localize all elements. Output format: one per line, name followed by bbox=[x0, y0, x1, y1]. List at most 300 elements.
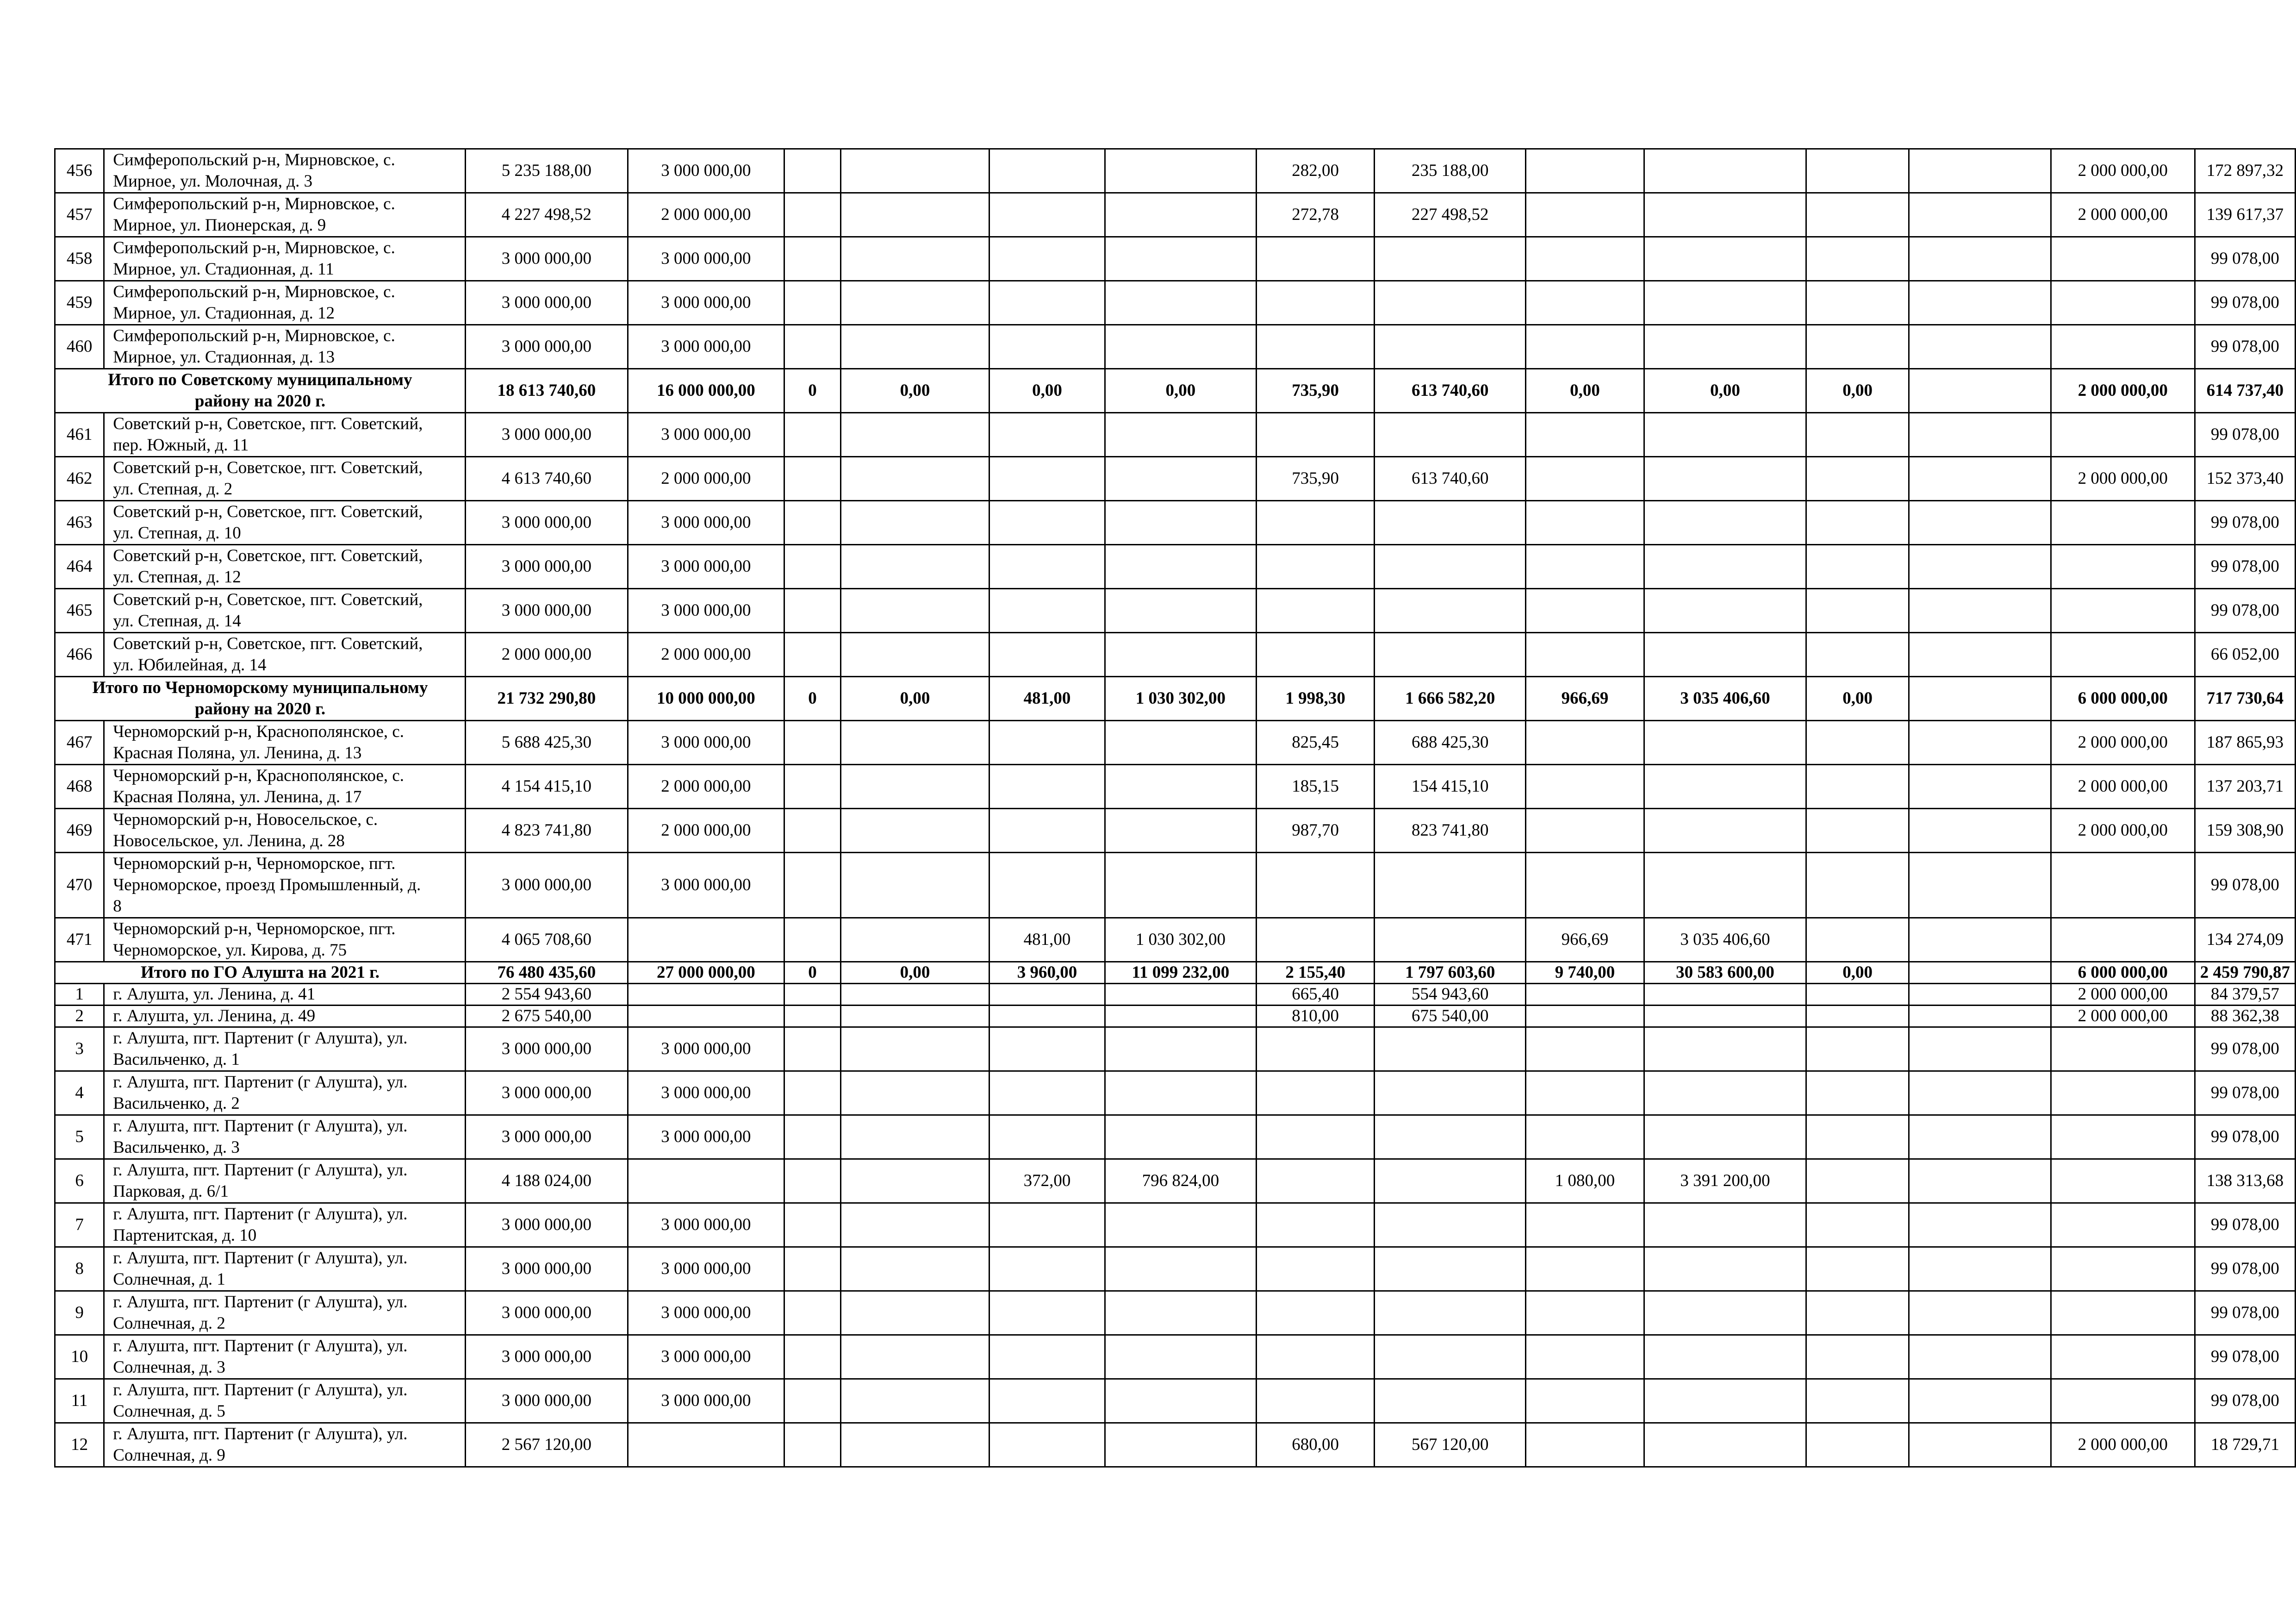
value-cell-col-8 bbox=[1375, 325, 1526, 369]
value-cell-col-8: 688 425,30 bbox=[1375, 721, 1526, 765]
address-line: Советский р-н, Советское, пгт. Советский, bbox=[113, 414, 423, 433]
row-number: 458 bbox=[55, 237, 104, 281]
value-cell-col-13: 84 379,57 bbox=[2195, 984, 2295, 1006]
value-cell-col-8: 567 120,00 bbox=[1375, 1423, 1526, 1467]
address-line: Симферопольский р-н, Мирновское, с. bbox=[113, 326, 395, 345]
subtotal-label-line: Итого по Советскому муниципальному bbox=[108, 370, 412, 389]
address-line: Солнечная, д. 3 bbox=[113, 1358, 225, 1377]
value-cell-col-9 bbox=[1526, 237, 1644, 281]
value-cell-col-10 bbox=[1644, 1247, 1806, 1291]
value-cell-col-4 bbox=[840, 237, 989, 281]
value-cell-col-5 bbox=[989, 457, 1105, 501]
value-cell-col-4 bbox=[840, 1203, 989, 1247]
address-line: г. Алушта, пгт. Партенит (г Алушта), ул. bbox=[113, 1380, 408, 1399]
value-cell-col-4 bbox=[840, 1335, 989, 1379]
value-cell-col-6 bbox=[1105, 853, 1256, 918]
value-cell-col-5 bbox=[989, 325, 1105, 369]
value-cell-col-7 bbox=[1256, 633, 1374, 677]
address-line: г. Алушта, ул. Ленина, д. 49 bbox=[113, 1006, 316, 1025]
blank-cell bbox=[1909, 545, 2051, 589]
value-cell-col-12: 2 000 000,00 bbox=[2051, 149, 2195, 193]
value-cell-col-12 bbox=[2051, 281, 2195, 325]
value-cell-col-11 bbox=[1806, 281, 1909, 325]
value-cell-col-3 bbox=[784, 545, 841, 589]
value-cell-col-5 bbox=[989, 237, 1105, 281]
subtotal-label bbox=[55, 962, 466, 984]
value-cell-col-3 bbox=[784, 809, 841, 853]
address-cell bbox=[104, 457, 466, 501]
value-cell-col-5 bbox=[989, 545, 1105, 589]
value-cell-col-11 bbox=[1806, 918, 1909, 962]
value-cell-col-8 bbox=[1375, 1379, 1526, 1423]
value-cell-col-4 bbox=[840, 501, 989, 545]
value-cell-col-1: 3 000 000,00 bbox=[466, 545, 628, 589]
value-cell-col-13: 99 078,00 bbox=[2195, 237, 2295, 281]
value-cell-col-13: 99 078,00 bbox=[2195, 853, 2295, 918]
value-cell-col-2: 3 000 000,00 bbox=[628, 501, 784, 545]
value-cell-col-4 bbox=[840, 413, 989, 457]
value-cell-col-2: 2 000 000,00 bbox=[628, 193, 784, 237]
value-cell-col-1: 4 227 498,52 bbox=[466, 193, 628, 237]
value-cell-col-8 bbox=[1375, 1115, 1526, 1159]
address-cell bbox=[104, 1071, 466, 1115]
value-cell-col-6 bbox=[1105, 281, 1256, 325]
row-number: 6 bbox=[55, 1159, 104, 1203]
value-cell-col-10 bbox=[1644, 1115, 1806, 1159]
value-cell-col-8: 675 540,00 bbox=[1375, 1006, 1526, 1027]
value-cell-col-1: 3 000 000,00 bbox=[466, 1291, 628, 1335]
value-cell-col-4 bbox=[840, 149, 989, 193]
value-cell-col-13: 137 203,71 bbox=[2195, 765, 2295, 809]
blank-cell bbox=[1909, 962, 2051, 984]
value-cell-col-5 bbox=[989, 809, 1105, 853]
address-cell bbox=[104, 1379, 466, 1423]
value-cell-col-6: 1 030 302,00 bbox=[1105, 677, 1256, 721]
value-cell-col-5 bbox=[989, 501, 1105, 545]
value-cell-col-13: 99 078,00 bbox=[2195, 1203, 2295, 1247]
value-cell-col-5: 3 960,00 bbox=[989, 962, 1105, 984]
table-row bbox=[55, 457, 2296, 501]
value-cell-col-4 bbox=[840, 1159, 989, 1203]
value-cell-col-3 bbox=[784, 237, 841, 281]
value-cell-col-11 bbox=[1806, 1291, 1909, 1335]
value-cell-col-4 bbox=[840, 1115, 989, 1159]
table-row bbox=[55, 1335, 2296, 1379]
value-cell-col-10 bbox=[1644, 1423, 1806, 1467]
value-cell-col-8 bbox=[1375, 1291, 1526, 1335]
blank-cell bbox=[1909, 633, 2051, 677]
value-cell-col-6 bbox=[1105, 1071, 1256, 1115]
value-cell-col-4 bbox=[840, 984, 989, 1006]
value-cell-col-1: 4 188 024,00 bbox=[466, 1159, 628, 1203]
value-cell-col-2: 3 000 000,00 bbox=[628, 149, 784, 193]
table-row bbox=[55, 149, 2296, 193]
blank-cell bbox=[1909, 1203, 2051, 1247]
value-cell-col-2: 16 000 000,00 bbox=[628, 369, 784, 413]
value-cell-col-9 bbox=[1526, 1335, 1644, 1379]
value-cell-col-11: 0,00 bbox=[1806, 962, 1909, 984]
blank-cell bbox=[1909, 325, 2051, 369]
value-cell-col-9: 966,69 bbox=[1526, 677, 1644, 721]
value-cell-col-13: 99 078,00 bbox=[2195, 589, 2295, 633]
value-cell-col-12 bbox=[2051, 237, 2195, 281]
blank-cell bbox=[1909, 1423, 2051, 1467]
address-cell bbox=[104, 1027, 466, 1071]
address-cell bbox=[104, 1115, 466, 1159]
value-cell-col-13: 139 617,37 bbox=[2195, 193, 2295, 237]
value-cell-col-9 bbox=[1526, 457, 1644, 501]
value-cell-col-5 bbox=[989, 721, 1105, 765]
value-cell-col-11 bbox=[1806, 1006, 1909, 1027]
value-cell-col-5 bbox=[989, 633, 1105, 677]
value-cell-col-9 bbox=[1526, 325, 1644, 369]
value-cell-col-9 bbox=[1526, 633, 1644, 677]
value-cell-col-5 bbox=[989, 1335, 1105, 1379]
value-cell-col-13: 614 737,40 bbox=[2195, 369, 2295, 413]
value-cell-col-3 bbox=[784, 1027, 841, 1071]
address-line: Красная Поляна, ул. Ленина, д. 17 bbox=[113, 787, 362, 806]
blank-cell bbox=[1909, 1335, 2051, 1379]
value-cell-col-11 bbox=[1806, 1115, 1909, 1159]
table-row bbox=[55, 1006, 2296, 1027]
value-cell-col-10: 30 583 600,00 bbox=[1644, 962, 1806, 984]
value-cell-col-4 bbox=[840, 809, 989, 853]
value-cell-col-10 bbox=[1644, 721, 1806, 765]
value-cell-col-6: 796 824,00 bbox=[1105, 1159, 1256, 1203]
address-line: г. Алушта, пгт. Партенит (г Алушта), ул. bbox=[113, 1337, 408, 1355]
value-cell-col-11 bbox=[1806, 193, 1909, 237]
value-cell-col-10: 3 035 406,60 bbox=[1644, 918, 1806, 962]
value-cell-col-7 bbox=[1256, 1159, 1374, 1203]
value-cell-col-7: 825,45 bbox=[1256, 721, 1374, 765]
value-cell-col-4 bbox=[840, 1291, 989, 1335]
value-cell-col-1: 3 000 000,00 bbox=[466, 1027, 628, 1071]
value-cell-col-11 bbox=[1806, 633, 1909, 677]
address-line: г. Алушта, пгт. Партенит (г Алушта), ул. bbox=[113, 1117, 408, 1136]
value-cell-col-3 bbox=[784, 633, 841, 677]
value-cell-col-7 bbox=[1256, 1115, 1374, 1159]
address-line: Советский р-н, Советское, пгт. Советский, bbox=[113, 502, 423, 521]
value-cell-col-6 bbox=[1105, 1247, 1256, 1291]
value-cell-col-5 bbox=[989, 1291, 1105, 1335]
value-cell-col-8: 235 188,00 bbox=[1375, 149, 1526, 193]
value-cell-col-3 bbox=[784, 1203, 841, 1247]
address-line: ул. Степная, д. 14 bbox=[113, 612, 241, 631]
value-cell-col-8 bbox=[1375, 589, 1526, 633]
value-cell-col-8 bbox=[1375, 501, 1526, 545]
value-cell-col-5 bbox=[989, 1027, 1105, 1071]
value-cell-col-4 bbox=[840, 918, 989, 962]
value-cell-col-10 bbox=[1644, 325, 1806, 369]
address-line: г. Алушта, пгт. Партенит (г Алушта), ул. bbox=[113, 1073, 408, 1092]
value-cell-col-8 bbox=[1375, 1203, 1526, 1247]
address-line: пер. Южный, д. 11 bbox=[113, 436, 249, 455]
value-cell-col-9 bbox=[1526, 1203, 1644, 1247]
value-cell-col-13: 99 078,00 bbox=[2195, 1027, 2295, 1071]
blank-cell bbox=[1909, 677, 2051, 721]
address-cell bbox=[104, 633, 466, 677]
value-cell-col-6 bbox=[1105, 765, 1256, 809]
value-cell-col-3 bbox=[784, 1335, 841, 1379]
value-cell-col-9: 1 080,00 bbox=[1526, 1159, 1644, 1203]
value-cell-col-9 bbox=[1526, 1291, 1644, 1335]
value-cell-col-12: 2 000 000,00 bbox=[2051, 1423, 2195, 1467]
value-cell-col-2: 3 000 000,00 bbox=[628, 281, 784, 325]
value-cell-col-8 bbox=[1375, 413, 1526, 457]
value-cell-col-8: 823 741,80 bbox=[1375, 809, 1526, 853]
value-cell-col-10: 0,00 bbox=[1644, 369, 1806, 413]
address-cell bbox=[104, 853, 466, 918]
address-line: Черноморский р-н, Черноморское, пгт. bbox=[113, 919, 396, 938]
value-cell-col-8 bbox=[1375, 1247, 1526, 1291]
value-cell-col-1: 76 480 435,60 bbox=[466, 962, 628, 984]
address-line: Симферопольский р-н, Мирновское, с. bbox=[113, 150, 395, 169]
value-cell-col-11 bbox=[1806, 149, 1909, 193]
address-line: Солнечная, д. 9 bbox=[113, 1446, 225, 1465]
value-cell-col-7 bbox=[1256, 1203, 1374, 1247]
value-cell-col-1: 3 000 000,00 bbox=[466, 281, 628, 325]
value-cell-col-10 bbox=[1644, 1379, 1806, 1423]
table-row bbox=[55, 589, 2296, 633]
address-line: г. Алушта, пгт. Партенит (г Алушта), ул. bbox=[113, 1205, 408, 1224]
blank-cell bbox=[1909, 809, 2051, 853]
address-line: Симферопольский р-н, Мирновское, с. bbox=[113, 238, 395, 257]
address-line: Солнечная, д. 2 bbox=[113, 1314, 225, 1333]
value-cell-col-13: 159 308,90 bbox=[2195, 809, 2295, 853]
address-cell bbox=[104, 1335, 466, 1379]
value-cell-col-10 bbox=[1644, 1027, 1806, 1071]
value-cell-col-3 bbox=[784, 1115, 841, 1159]
value-cell-col-5: 372,00 bbox=[989, 1159, 1105, 1203]
value-cell-col-10 bbox=[1644, 1203, 1806, 1247]
blank-cell bbox=[1909, 1159, 2051, 1203]
value-cell-col-2: 3 000 000,00 bbox=[628, 853, 784, 918]
value-cell-col-7: 2 155,40 bbox=[1256, 962, 1374, 984]
value-cell-col-2: 3 000 000,00 bbox=[628, 1247, 784, 1291]
value-cell-col-10 bbox=[1644, 193, 1806, 237]
value-cell-col-8 bbox=[1375, 1159, 1526, 1203]
table-row bbox=[55, 918, 2296, 962]
row-number: 3 bbox=[55, 1027, 104, 1071]
value-cell-col-2: 27 000 000,00 bbox=[628, 962, 784, 984]
address-cell bbox=[104, 545, 466, 589]
value-cell-col-1: 3 000 000,00 bbox=[466, 853, 628, 918]
address-cell bbox=[104, 237, 466, 281]
value-cell-col-1: 3 000 000,00 bbox=[466, 589, 628, 633]
table-row bbox=[55, 721, 2296, 765]
value-cell-col-7: 1 998,30 bbox=[1256, 677, 1374, 721]
value-cell-col-3 bbox=[784, 1159, 841, 1203]
address-cell bbox=[104, 1159, 466, 1203]
subtotal-row bbox=[55, 369, 2296, 413]
row-number: 465 bbox=[55, 589, 104, 633]
value-cell-col-1: 2 675 540,00 bbox=[466, 1006, 628, 1027]
blank-cell bbox=[1909, 721, 2051, 765]
address-line: Черноморский р-н, Краснополянское, с. bbox=[113, 766, 404, 785]
address-cell bbox=[104, 413, 466, 457]
value-cell-col-2: 3 000 000,00 bbox=[628, 325, 784, 369]
value-cell-col-4 bbox=[840, 1423, 989, 1467]
value-cell-col-6 bbox=[1105, 325, 1256, 369]
value-cell-col-2: 3 000 000,00 bbox=[628, 1203, 784, 1247]
value-cell-col-11 bbox=[1806, 1335, 1909, 1379]
address-cell bbox=[104, 325, 466, 369]
value-cell-col-1: 3 000 000,00 bbox=[466, 1071, 628, 1115]
value-cell-col-13: 138 313,68 bbox=[2195, 1159, 2295, 1203]
value-cell-col-13: 66 052,00 bbox=[2195, 633, 2295, 677]
value-cell-col-13: 99 078,00 bbox=[2195, 413, 2295, 457]
value-cell-col-4: 0,00 bbox=[840, 677, 989, 721]
table-row bbox=[55, 984, 2296, 1006]
blank-cell bbox=[1909, 501, 2051, 545]
value-cell-col-12: 6 000 000,00 bbox=[2051, 677, 2195, 721]
value-cell-col-12 bbox=[2051, 1247, 2195, 1291]
address-line: Васильченко, д. 2 bbox=[113, 1094, 240, 1113]
address-cell bbox=[104, 281, 466, 325]
value-cell-col-2 bbox=[628, 1423, 784, 1467]
value-cell-col-12 bbox=[2051, 1203, 2195, 1247]
value-cell-col-3: 0 bbox=[784, 369, 841, 413]
subtotal-row bbox=[55, 962, 2296, 984]
value-cell-col-10 bbox=[1644, 501, 1806, 545]
value-cell-col-2: 3 000 000,00 bbox=[628, 1027, 784, 1071]
value-cell-col-10 bbox=[1644, 984, 1806, 1006]
value-cell-col-10 bbox=[1644, 281, 1806, 325]
value-cell-col-12 bbox=[2051, 413, 2195, 457]
value-cell-col-5: 0,00 bbox=[989, 369, 1105, 413]
address-line: Партенитская, д. 10 bbox=[113, 1226, 257, 1245]
value-cell-col-11: 0,00 bbox=[1806, 369, 1909, 413]
address-line: Васильченко, д. 1 bbox=[113, 1050, 240, 1069]
blank-cell bbox=[1909, 765, 2051, 809]
value-cell-col-11 bbox=[1806, 1247, 1909, 1291]
value-cell-col-1: 18 613 740,60 bbox=[466, 369, 628, 413]
value-cell-col-6 bbox=[1105, 1379, 1256, 1423]
value-cell-col-13: 99 078,00 bbox=[2195, 1071, 2295, 1115]
blank-cell bbox=[1909, 149, 2051, 193]
value-cell-col-11: 0,00 bbox=[1806, 677, 1909, 721]
address-cell bbox=[104, 809, 466, 853]
value-cell-col-7 bbox=[1256, 1335, 1374, 1379]
address-line: ул. Степная, д. 12 bbox=[113, 568, 241, 587]
address-line: Мирное, ул. Молочная, д. 3 bbox=[113, 172, 313, 191]
value-cell-col-2: 3 000 000,00 bbox=[628, 1335, 784, 1379]
row-number: 4 bbox=[55, 1071, 104, 1115]
table-row bbox=[55, 325, 2296, 369]
value-cell-col-6: 0,00 bbox=[1105, 369, 1256, 413]
address-line: г. Алушта, ул. Ленина, д. 41 bbox=[113, 985, 316, 1004]
address-line: Мирное, ул. Стадионная, д. 12 bbox=[113, 304, 335, 323]
value-cell-col-10 bbox=[1644, 237, 1806, 281]
value-cell-col-3 bbox=[784, 1247, 841, 1291]
value-cell-col-6 bbox=[1105, 193, 1256, 237]
row-number: 5 bbox=[55, 1115, 104, 1159]
value-cell-col-1: 2 000 000,00 bbox=[466, 633, 628, 677]
value-cell-col-7: 680,00 bbox=[1256, 1423, 1374, 1467]
address-line: ул. Степная, д. 2 bbox=[113, 480, 233, 499]
value-cell-col-10 bbox=[1644, 149, 1806, 193]
address-line: ул. Степная, д. 10 bbox=[113, 524, 241, 543]
value-cell-col-12 bbox=[2051, 918, 2195, 962]
value-cell-col-2 bbox=[628, 918, 784, 962]
address-cell bbox=[104, 149, 466, 193]
row-number: 470 bbox=[55, 853, 104, 918]
table-row bbox=[55, 1027, 2296, 1071]
value-cell-col-6 bbox=[1105, 1006, 1256, 1027]
value-cell-col-5 bbox=[989, 765, 1105, 809]
value-cell-col-2: 3 000 000,00 bbox=[628, 545, 784, 589]
value-cell-col-12 bbox=[2051, 1291, 2195, 1335]
row-number: 471 bbox=[55, 918, 104, 962]
table-row bbox=[55, 1159, 2296, 1203]
value-cell-col-7: 665,40 bbox=[1256, 984, 1374, 1006]
row-number: 9 bbox=[55, 1291, 104, 1335]
value-cell-col-2: 3 000 000,00 bbox=[628, 721, 784, 765]
value-cell-col-2: 3 000 000,00 bbox=[628, 589, 784, 633]
value-cell-col-8: 1 797 603,60 bbox=[1375, 962, 1526, 984]
value-cell-col-4 bbox=[840, 545, 989, 589]
value-cell-col-12: 2 000 000,00 bbox=[2051, 457, 2195, 501]
value-cell-col-8: 1 666 582,20 bbox=[1375, 677, 1526, 721]
value-cell-col-4 bbox=[840, 1379, 989, 1423]
value-cell-col-3 bbox=[784, 853, 841, 918]
address-cell bbox=[104, 721, 466, 765]
value-cell-col-9 bbox=[1526, 193, 1644, 237]
value-cell-col-7 bbox=[1256, 545, 1374, 589]
value-cell-col-7 bbox=[1256, 853, 1374, 918]
value-cell-col-2: 3 000 000,00 bbox=[628, 1115, 784, 1159]
blank-cell bbox=[1909, 1006, 2051, 1027]
value-cell-col-10 bbox=[1644, 1006, 1806, 1027]
value-cell-col-9 bbox=[1526, 984, 1644, 1006]
value-cell-col-1: 4 154 415,10 bbox=[466, 765, 628, 809]
value-cell-col-3 bbox=[784, 984, 841, 1006]
value-cell-col-6 bbox=[1105, 149, 1256, 193]
value-cell-col-8 bbox=[1375, 545, 1526, 589]
table-row bbox=[55, 1379, 2296, 1423]
value-cell-col-1: 4 065 708,60 bbox=[466, 918, 628, 962]
table-row bbox=[55, 237, 2296, 281]
value-cell-col-3 bbox=[784, 918, 841, 962]
value-cell-col-5 bbox=[989, 589, 1105, 633]
address-line: Солнечная, д. 5 bbox=[113, 1402, 225, 1421]
value-cell-col-4 bbox=[840, 1006, 989, 1027]
value-cell-col-2: 2 000 000,00 bbox=[628, 457, 784, 501]
value-cell-col-13: 99 078,00 bbox=[2195, 1247, 2295, 1291]
value-cell-col-12: 2 000 000,00 bbox=[2051, 193, 2195, 237]
value-cell-col-9 bbox=[1526, 1247, 1644, 1291]
address-line: Парковая, д. 6/1 bbox=[113, 1182, 229, 1201]
blank-cell bbox=[1909, 984, 2051, 1006]
value-cell-col-13: 99 078,00 bbox=[2195, 545, 2295, 589]
value-cell-col-8 bbox=[1375, 918, 1526, 962]
value-cell-col-6 bbox=[1105, 1291, 1256, 1335]
value-cell-col-8 bbox=[1375, 633, 1526, 677]
value-cell-col-5 bbox=[989, 1423, 1105, 1467]
value-cell-col-1: 3 000 000,00 bbox=[466, 413, 628, 457]
value-cell-col-6 bbox=[1105, 501, 1256, 545]
value-cell-col-11 bbox=[1806, 1423, 1909, 1467]
row-number: 11 bbox=[55, 1379, 104, 1423]
value-cell-col-6 bbox=[1105, 809, 1256, 853]
value-cell-col-7 bbox=[1256, 1247, 1374, 1291]
value-cell-col-11 bbox=[1806, 545, 1909, 589]
blank-cell bbox=[1909, 1247, 2051, 1291]
address-line: ул. Юбилейная, д. 14 bbox=[113, 656, 267, 675]
address-cell bbox=[104, 1423, 466, 1467]
value-cell-col-3 bbox=[784, 721, 841, 765]
value-cell-col-9 bbox=[1526, 809, 1644, 853]
